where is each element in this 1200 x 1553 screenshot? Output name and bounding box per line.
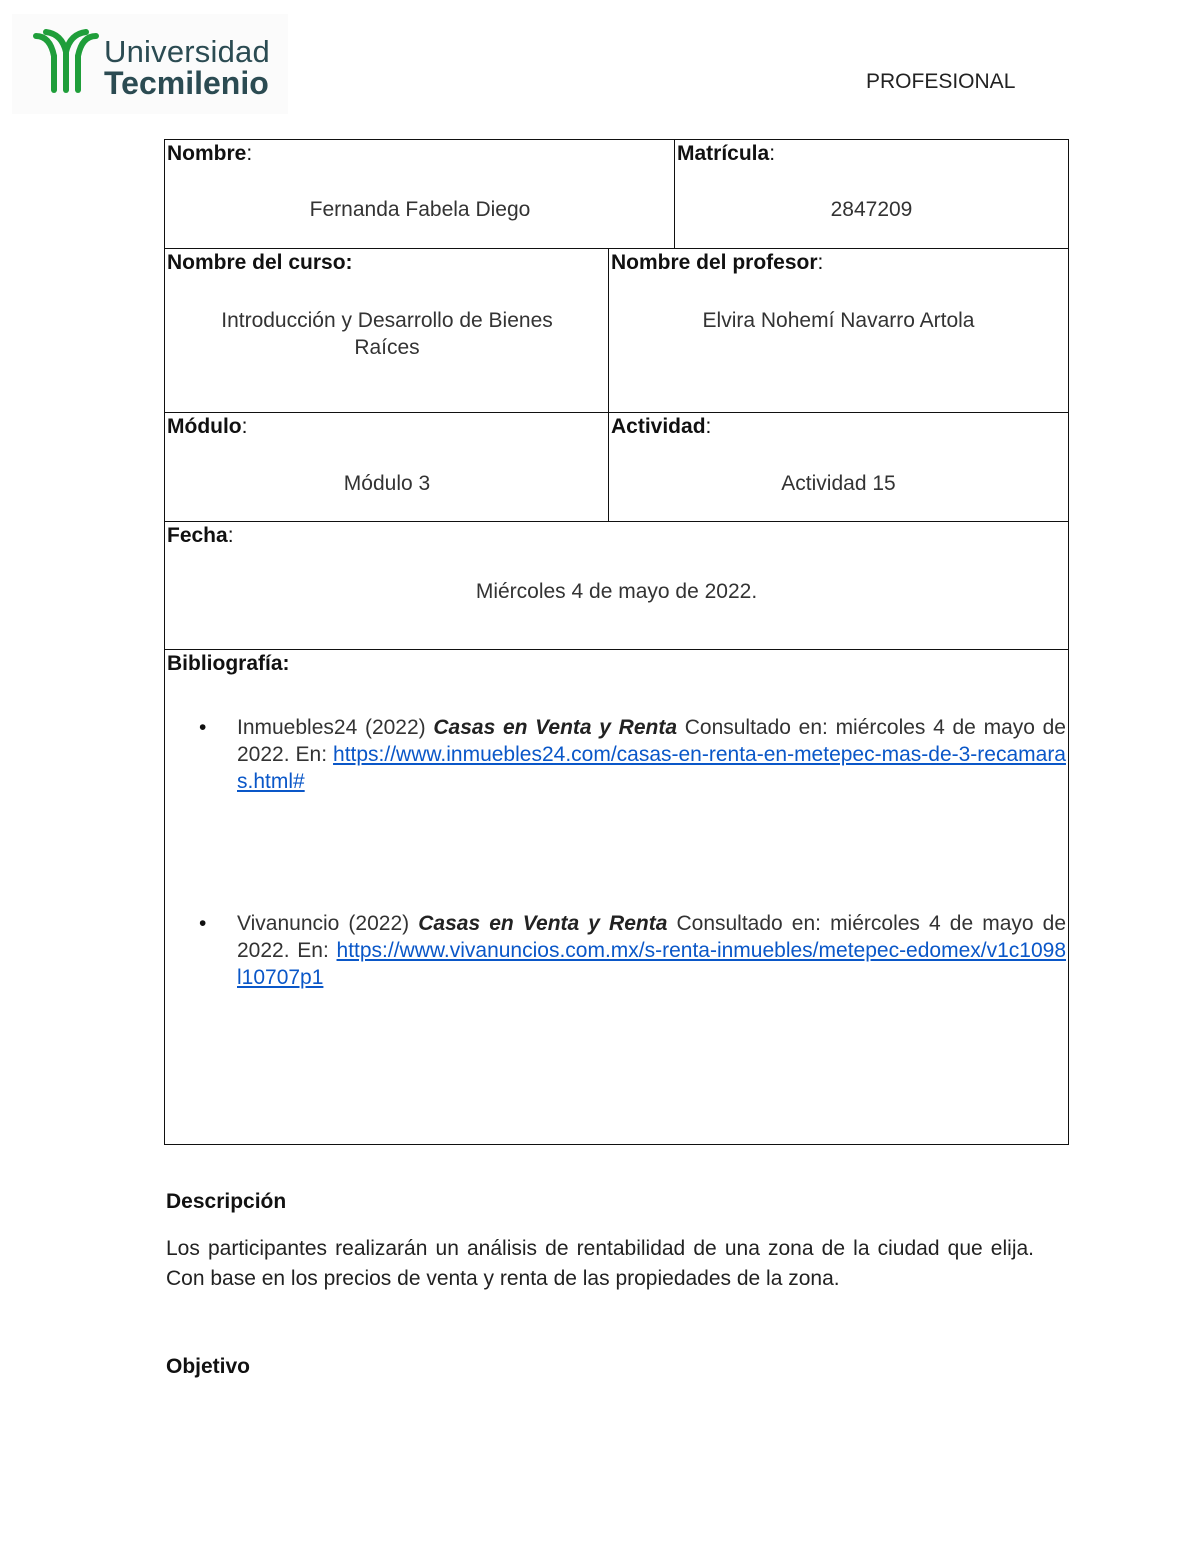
cell-actividad: Actividad: Actividad 15 [608,412,1069,523]
bib-source: Vivanuncio (2022) [237,912,419,935]
cell-fecha: Fecha: Miércoles 4 de mayo de 2022. [164,521,1069,651]
fecha-value: Miércoles 4 de mayo de 2022. [475,580,758,603]
cell-nombre: Nombre: Fernanda Fabela Diego [164,139,676,250]
matricula-value: 2847209 [830,198,913,221]
cell-profesor: Nombre del profesor: Elvira Nohemí Navarro Artola [608,248,1069,414]
cell-bibliografia [164,649,1069,1145]
objetivo-title: Objetivo [166,1355,251,1378]
cell-matricula: Matrícula: 2847209 [674,139,1069,250]
curso-label: Nombre del curso: [167,251,353,274]
bib-link[interactable]: https://www.vivanuncios.com.mx/s-renta-inmuebles/metepec-edomex/v1c1098l10707p1 [237,939,1066,989]
level-tag: PROFESIONAL [866,70,1016,93]
nombre-label: Nombre [167,142,247,165]
bib-consulted: Consultado en: miércoles 4 de mayo de 2022. En: [237,912,1066,962]
bib-title: Casas en Venta y Renta [418,912,668,935]
nombre-value: Fernanda Fabela Diego [309,198,531,221]
descripcion-body: Los participantes realizarán un análisis de rentabilidad de una zona de la ciudad que elija. Con base en los precios de venta y renta de las propiedades de la zona. [166,1237,1034,1290]
descripcion-title: Descripción [166,1190,287,1213]
bibliografia-label: Bibliografía: [167,652,290,675]
modulo-label: Módulo [167,415,242,438]
bibliography-entry [237,714,1066,795]
cell-modulo: Módulo: Módulo 3 [164,412,610,523]
bib-consulted: Consultado en: miércoles 4 de mayo de 2022. En: [237,716,1066,766]
university-logo [12,14,288,114]
bullet-icon: • [199,912,207,935]
logo-text-universidad: Universidad [104,34,270,69]
bib-title: Casas en Venta y Renta [433,716,678,739]
logo-text-tecmilenio: Tecmilenio [104,65,269,101]
fecha-label: Fecha [167,524,228,547]
actividad-value: Actividad 15 [781,472,896,495]
modulo-value: Módulo 3 [343,472,431,495]
bib-link[interactable]: https://www.inmuebles24.com/casas-en-renta-en-metepec-mas-de-3-recamaras.html# [237,743,1066,793]
actividad-label: Actividad [611,415,706,438]
profesor-value: Elvira Nohemí Navarro Artola [702,309,975,332]
profesor-label: Nombre del profesor [611,251,818,274]
tecmilenio-logo-icon [32,28,100,94]
bibliography-entry [237,910,1066,991]
bullet-icon: • [199,716,207,739]
curso-value: Introducción y Desarrollo de Bienes Raíces [221,309,553,359]
matricula-label: Matrícula [677,142,770,165]
bib-source: Inmuebles24 (2022) [237,716,434,739]
cell-curso [164,248,610,414]
